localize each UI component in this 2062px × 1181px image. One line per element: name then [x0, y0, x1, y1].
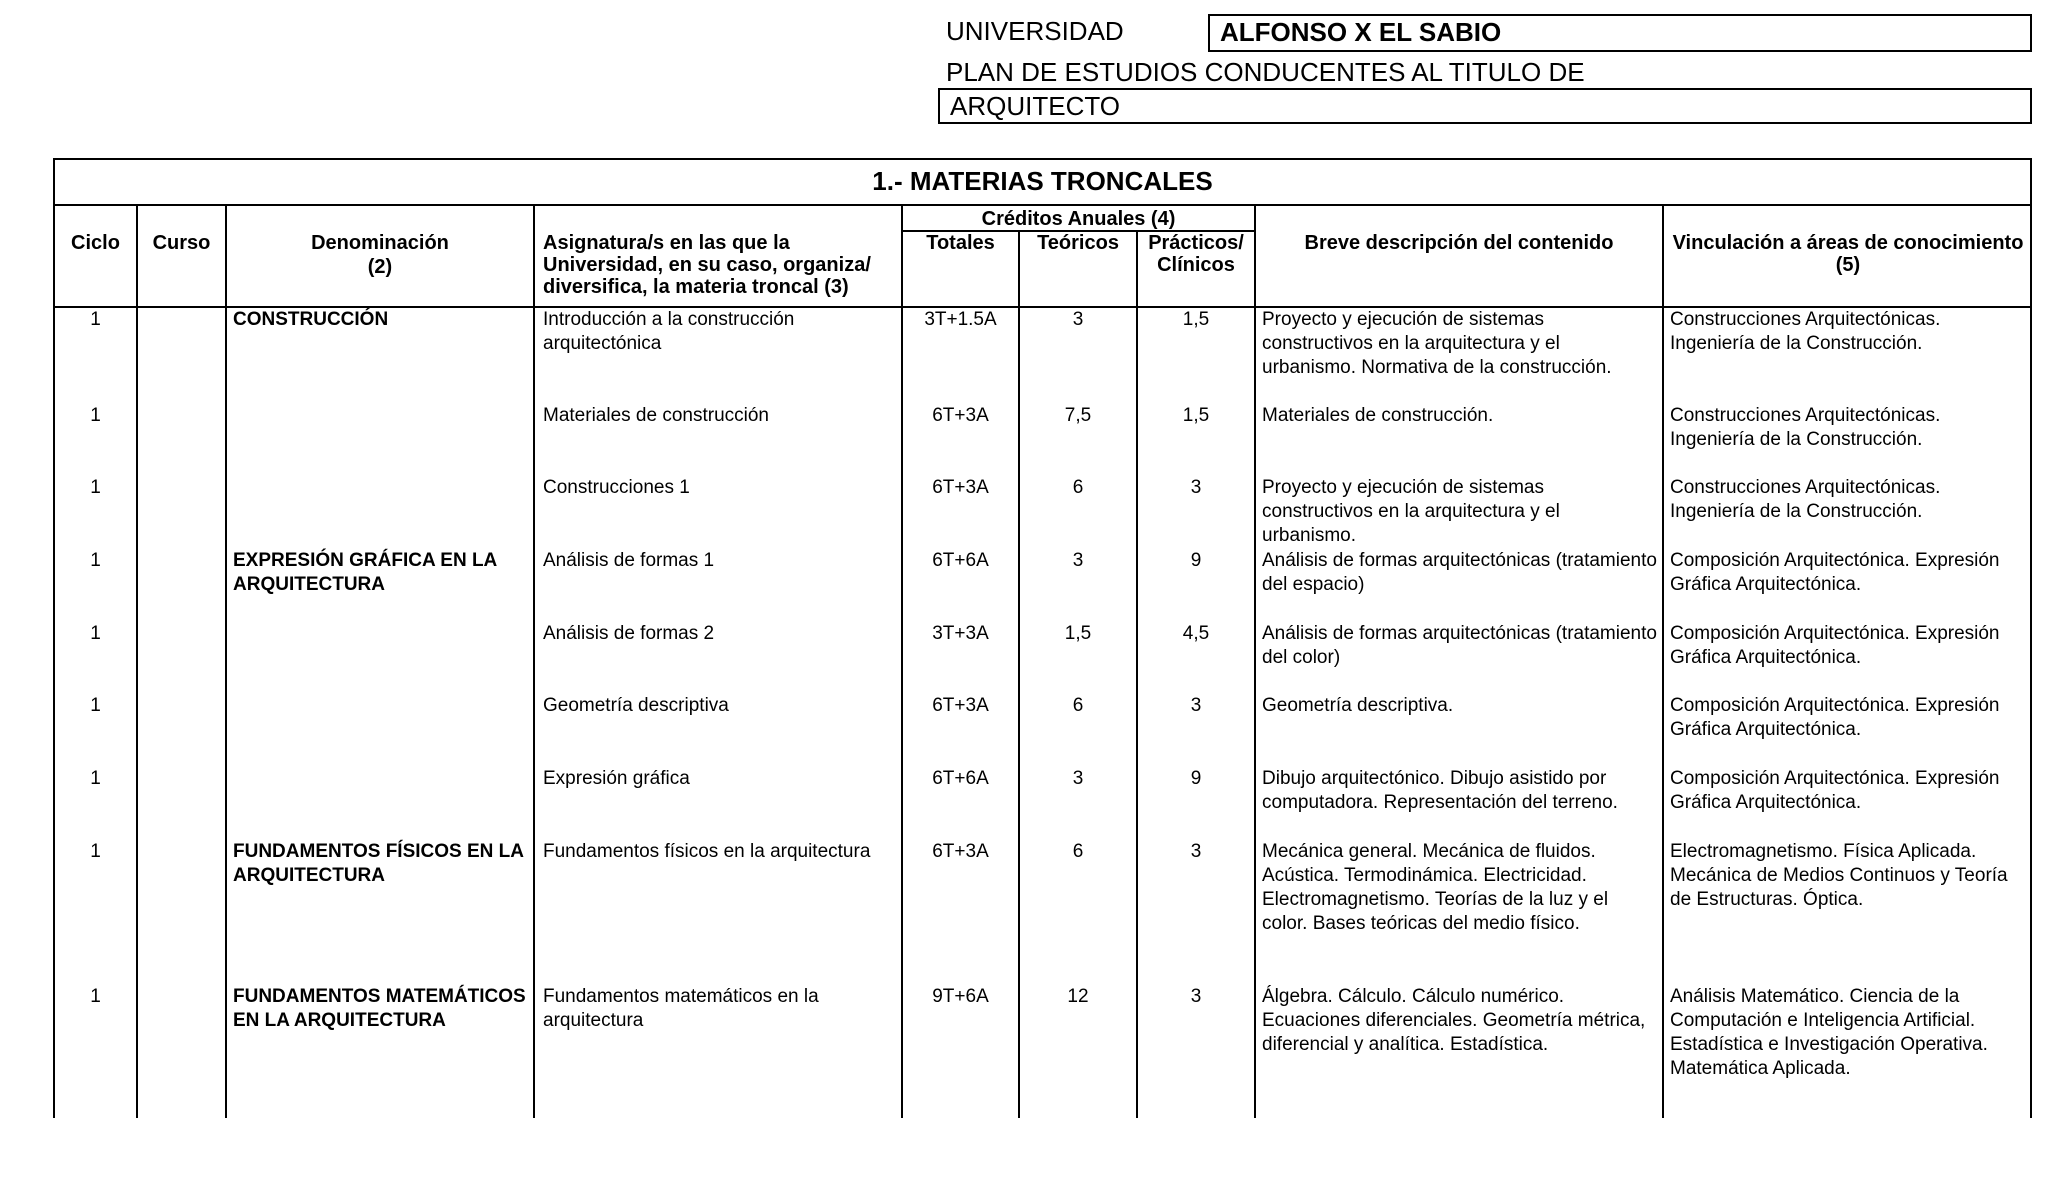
cell-teoricos: 7,5	[1064, 405, 1092, 426]
cell-totales: 9T+6A	[932, 986, 989, 1007]
cell-practicos: 1,5	[1182, 405, 1210, 426]
cell-descripcion: Dibujo arquitectónico. Dibujo asistido por computadora. Representación del terreno.	[1262, 768, 1618, 813]
cell-totales: 6T+3A	[932, 841, 989, 862]
cell-descripcion: Álgebra. Cálculo. Cálculo numérico. Ecuaciones diferenciales. Geometría métrica, diferencial y analítica. Estadística.	[1262, 986, 1646, 1055]
cell-practicos: 1,5	[1182, 309, 1210, 330]
cell-descripcion: Proyecto y ejecución de sistemas constructivos en la arquitectura y el urbanismo.	[1262, 477, 1560, 546]
col-header-denominacion: Denominación	[311, 232, 449, 254]
cell-totales: 6T+3A	[932, 695, 989, 716]
cell-practicos: 9	[1190, 768, 1202, 789]
cell-asignatura: Construcciones 1	[543, 477, 690, 498]
cell-ciclo: 1	[90, 986, 101, 1007]
cell-vinculacion: Electromagnetismo. Física Aplicada. Mecánica de Medios Continuos y Teoría de Estructuras. Óptica.	[1670, 841, 2008, 910]
cell-ciclo: 1	[90, 550, 101, 571]
cell-vinculacion: Composición Arquitectónica. Expresión Gráfica Arquitectónica.	[1670, 695, 2000, 740]
cell-practicos: 3	[1190, 986, 1202, 1007]
universidad-value-box: ALFONSO X EL SABIO	[1208, 14, 2032, 52]
cell-asignatura: Materiales de construcción	[543, 405, 769, 426]
cell-ciclo: 1	[90, 405, 101, 426]
cell-descripcion: Análisis de formas arquitectónicas (tratamiento del espacio)	[1262, 550, 1657, 595]
cell-teoricos: 1,5	[1064, 623, 1092, 644]
cell-vinculacion: Construcciones Arquitectónicas. Ingeniería de la Construcción.	[1670, 405, 1941, 450]
cell-teoricos: 6	[1072, 695, 1084, 716]
cell-vinculacion: Composición Arquitectónica. Expresión Gráfica Arquitectónica.	[1670, 768, 2000, 813]
universidad-label: UNIVERSIDAD	[946, 16, 1124, 46]
col-divider	[225, 206, 227, 1118]
cell-ciclo: 1	[90, 477, 101, 498]
col-header-totales: Totales	[926, 232, 995, 254]
col-header-vinculacion: Vinculación a áreas de conocimiento (5)	[1672, 232, 2024, 276]
cell-asignatura: Análisis de formas 1	[543, 550, 715, 571]
col-header-denominacion-note: (2)	[367, 256, 393, 278]
cell-practicos: 9	[1190, 550, 1202, 571]
cell-ciclo: 1	[90, 623, 101, 644]
cell-denominacion: FUNDAMENTOS MATEMÁTICOS EN LA ARQUITECTURA	[233, 986, 526, 1031]
cell-asignatura: Expresión gráfica	[543, 768, 690, 789]
plan-label: PLAN DE ESTUDIOS CONDUCENTES AL TITULO DE	[946, 57, 1585, 87]
cell-vinculacion: Análisis Matemático. Ciencia de la Computación e Inteligencia Artificial. Estadística e Investigación Operativa. Matemática Aplicada.	[1670, 986, 1988, 1079]
cell-totales: 6T+3A	[932, 477, 989, 498]
cell-ciclo: 1	[90, 768, 101, 789]
cell-ciclo: 1	[90, 309, 101, 330]
col-header-teoricos: Teóricos	[1037, 232, 1119, 254]
cell-asignatura: Geometría descriptiva	[543, 695, 729, 716]
cell-teoricos: 3	[1072, 768, 1084, 789]
cell-descripcion: Materiales de construcción.	[1262, 405, 1494, 426]
cell-asignatura: Fundamentos físicos en la arquitectura	[543, 841, 871, 862]
col-divider	[1254, 206, 1256, 1118]
col-divider	[136, 206, 138, 1118]
cell-teoricos: 6	[1072, 841, 1084, 862]
cell-teoricos: 3	[1072, 309, 1084, 330]
col-header-descripcion: Breve descripción del contenido	[1304, 232, 1614, 254]
col-divider	[1662, 206, 1664, 1118]
cell-vinculacion: Composición Arquitectónica. Expresión Gráfica Arquitectónica.	[1670, 550, 2000, 595]
cell-asignatura: Introducción a la construcción arquitectónica	[543, 309, 795, 354]
cell-totales: 3T+1.5A	[924, 309, 997, 330]
cell-ciclo: 1	[90, 841, 101, 862]
cell-totales: 3T+3A	[932, 623, 989, 644]
cell-practicos: 3	[1190, 841, 1202, 862]
cell-ciclo: 1	[90, 695, 101, 716]
cell-asignatura: Análisis de formas 2	[543, 623, 715, 644]
cell-vinculacion: Construcciones Arquitectónicas. Ingeniería de la Construcción.	[1670, 309, 1941, 354]
cell-descripcion: Mecánica general. Mecánica de fluidos. Acústica. Termodinámica. Electricidad. Electromagnetismo. Teorías de la luz y el color. Bases teóricas del medio físico.	[1262, 841, 1609, 934]
cell-totales: 6T+6A	[932, 768, 989, 789]
cell-vinculacion: Composición Arquitectónica. Expresión Gráfica Arquitectónica.	[1670, 623, 2000, 668]
section-title: 1.- MATERIAS TRONCALES	[53, 158, 2032, 206]
cell-denominacion: FUNDAMENTOS FÍSICOS EN LA ARQUITECTURA	[233, 841, 524, 886]
cell-practicos: 3	[1190, 477, 1202, 498]
col-header-practicos: Prácticos/ Clínicos	[1148, 232, 1244, 276]
cell-practicos: 3	[1190, 695, 1202, 716]
cell-descripcion: Proyecto y ejecución de sistemas constructivos en la arquitectura y el urbanismo. Normativa de la construcción.	[1262, 309, 1612, 378]
cell-teoricos: 3	[1072, 550, 1084, 571]
col-header-ciclo: Ciclo	[71, 232, 120, 254]
cell-teoricos: 12	[1067, 986, 1089, 1007]
cell-totales: 6T+3A	[932, 405, 989, 426]
col-header-asignatura: Asignatura/s en las que la Universidad, en su caso, organiza/ diversifica, la materia troncal (3)	[543, 232, 871, 298]
cell-totales: 6T+6A	[932, 550, 989, 571]
cell-denominacion: CONSTRUCCIÓN	[233, 309, 389, 330]
cell-denominacion: EXPRESIÓN GRÁFICA EN LA ARQUITECTURA	[233, 550, 497, 595]
col-header-creditos: Créditos Anuales (4)	[981, 208, 1176, 230]
col-divider	[901, 206, 903, 1118]
col-divider	[533, 206, 535, 1118]
cell-descripcion: Análisis de formas arquitectónicas (tratamiento del color)	[1262, 623, 1657, 668]
cell-asignatura: Fundamentos matemáticos en la arquitectura	[543, 986, 819, 1031]
cell-descripcion: Geometría descriptiva.	[1262, 695, 1454, 716]
cell-practicos: 4,5	[1182, 623, 1210, 644]
cell-vinculacion: Construcciones Arquitectónicas. Ingeniería de la Construcción.	[1670, 477, 1941, 522]
titulo-value-box: ARQUITECTO	[938, 88, 2032, 124]
cell-teoricos: 6	[1072, 477, 1084, 498]
col-header-curso: Curso	[152, 232, 211, 254]
